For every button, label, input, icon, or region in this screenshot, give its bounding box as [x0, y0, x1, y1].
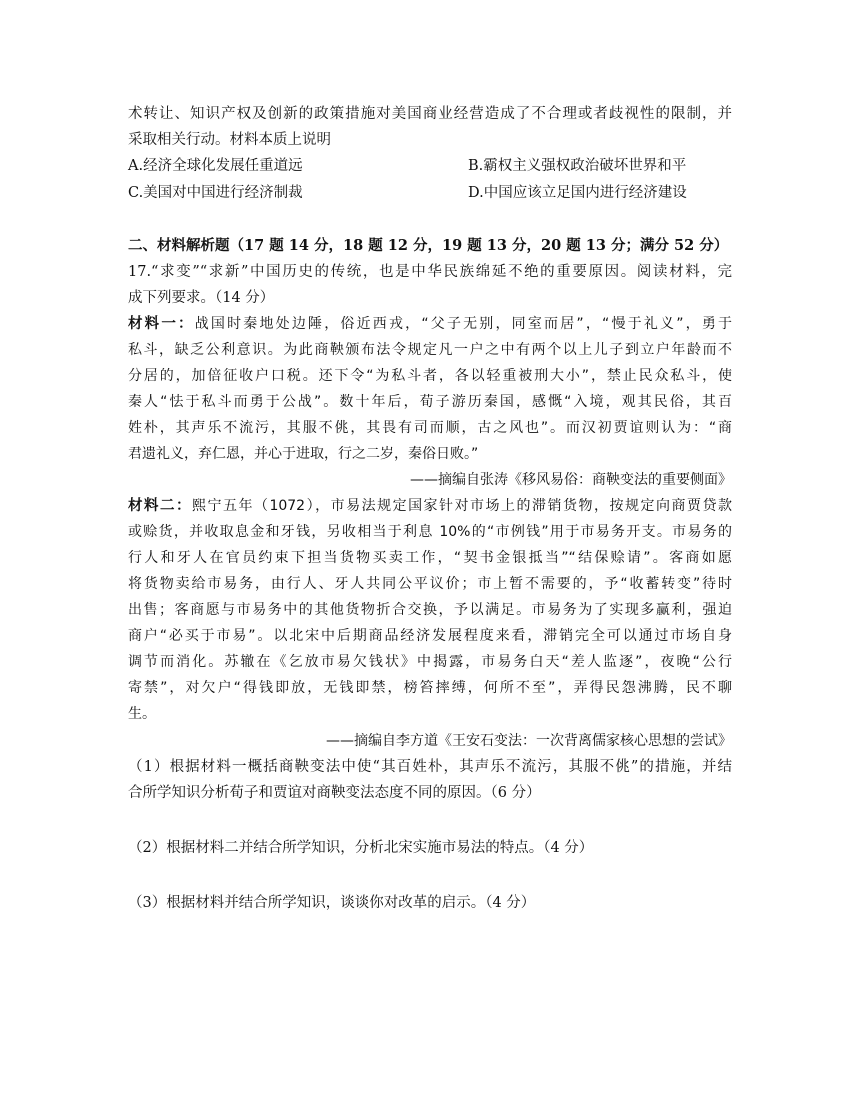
question-3: （3）根据材料并结合所学知识，谈谈你对改革的启示。（4 分）	[128, 895, 536, 911]
material-1-line-6: 君遗礼义，弃仁恩，并心于进取，行之二岁，秦俗日败。”	[128, 446, 479, 462]
material-1-text-1: 战国时秦地处边陲，俗近西戎，“父子无别，同室而居”，“慢于礼义”，勇于	[194, 316, 732, 332]
q16-option-b: B.霸权主义强权政治破坏世界和平	[468, 158, 687, 174]
material-2-line-8: 寄禁”，对欠户“得钱即放，无钱即禁，榜笞摔缚，何所不至”，弄得民怨沸腾，民不聊	[128, 680, 732, 696]
q16-option-c: C.美国对中国进行经济制裁	[128, 185, 303, 201]
material-2-source: ——摘编自李方道《王安石变法：一次背离儒家核心思想的尝试》	[326, 733, 732, 749]
q16-option-a: A.经济全球化发展任重道远	[128, 158, 303, 174]
material-1-line-2: 私斗，缺乏公利意识。为此商鞅颁布法令规定凡一户之中有两个以上儿子到立户年龄而不	[128, 342, 732, 358]
q16-stem-line-2: 采取相关行动。材料本质上说明	[128, 132, 331, 148]
material-2-label: 材料二：	[128, 497, 192, 514]
material-2-line-2: 或赊货，并收取息金和牙钱，另收相当于利息 10%的“市例钱”用于市易务开支。市易务的	[128, 524, 732, 540]
material-2-line-4: 将货物卖给市易务，由行人、牙人共同公平议价；市上暂不需要的，予“收蓄转变”待时	[128, 576, 732, 592]
material-1-source: ——摘编自张涛《移风易俗：商鞅变法的重要侧面》	[410, 472, 732, 488]
material-2-line-3: 行人和牙人在官员约束下担当货物买卖工作，“契书金银抵当”“结保赊请”。客商如愿	[128, 550, 732, 566]
material-1-line-3: 分居的，加倍征收户口税。还下令“为私斗者，各以轻重被刑大小”，禁止民众私斗，使	[128, 368, 732, 384]
material-1-label: 材料一：	[128, 315, 195, 332]
material-1-line-5: 姓朴，其声乐不流污，其服不佻，其畏有司而顺，古之风也”。而汉初贾谊则认为：“商	[128, 420, 732, 436]
q17-stem-line-1: 17.“求变”“求新”中国历史的传统，也是中华民族绵延不绝的重要原因。阅读材料，完	[128, 264, 732, 280]
question-1-line-2: 合所学知识分析荀子和贾谊对商鞅变法态度不同的原因。（6 分）	[128, 785, 541, 801]
q17-stem-line-2: 成下列要求。（14 分）	[128, 290, 275, 306]
section-heading: 二、材料解析题（17 题 14 分，18 题 12 分，19 题 13 分，20 题 13 分；满分 52 分）	[128, 237, 729, 254]
material-1-line-4: 秦人“怯于私斗而勇于公战”。数十年后，荀子游历秦国，感慨“入境，观其民俗，其百	[128, 394, 732, 410]
q16-option-d: D.中国应该立足国内进行经济建设	[468, 185, 687, 201]
question-2: （2）根据材料二并结合所学知识，分析北宋实施市易法的特点。（4 分）	[128, 840, 594, 856]
material-2-line-1	[128, 496, 732, 516]
material-2-line-9: 生。	[128, 706, 156, 722]
material-2-line-5: 出售；客商愿与市易务中的其他货物折合交换，予以满足。市易务为了实现多赢利，强迫	[128, 602, 732, 618]
question-1-line-1: （1）根据材料一概括商鞅变法中使“其百姓朴，其声乐不流污，其服不佻”的措施，并结	[128, 759, 732, 775]
material-2-text-1: 熙宁五年（1072），市易法规定国家针对市场上的滞销货物，按规定向商贾贷款	[191, 498, 732, 514]
material-2-line-7: 调节而消化。苏辙在《乞放市易欠钱状》中揭露，市易务白天“差人监逐”，夜晚“公行	[128, 654, 732, 670]
q16-stem-line-1: 术转让、知识产权及创新的政策措施对美国商业经营造成了不合理或者歧视性的限制，并	[128, 106, 732, 122]
material-1-line-1	[128, 314, 732, 334]
material-2-line-6: 商户“必买于市易”。以北宋中后期商品经济发展程度来看，滞销完全可以通过市场自身	[128, 628, 732, 644]
